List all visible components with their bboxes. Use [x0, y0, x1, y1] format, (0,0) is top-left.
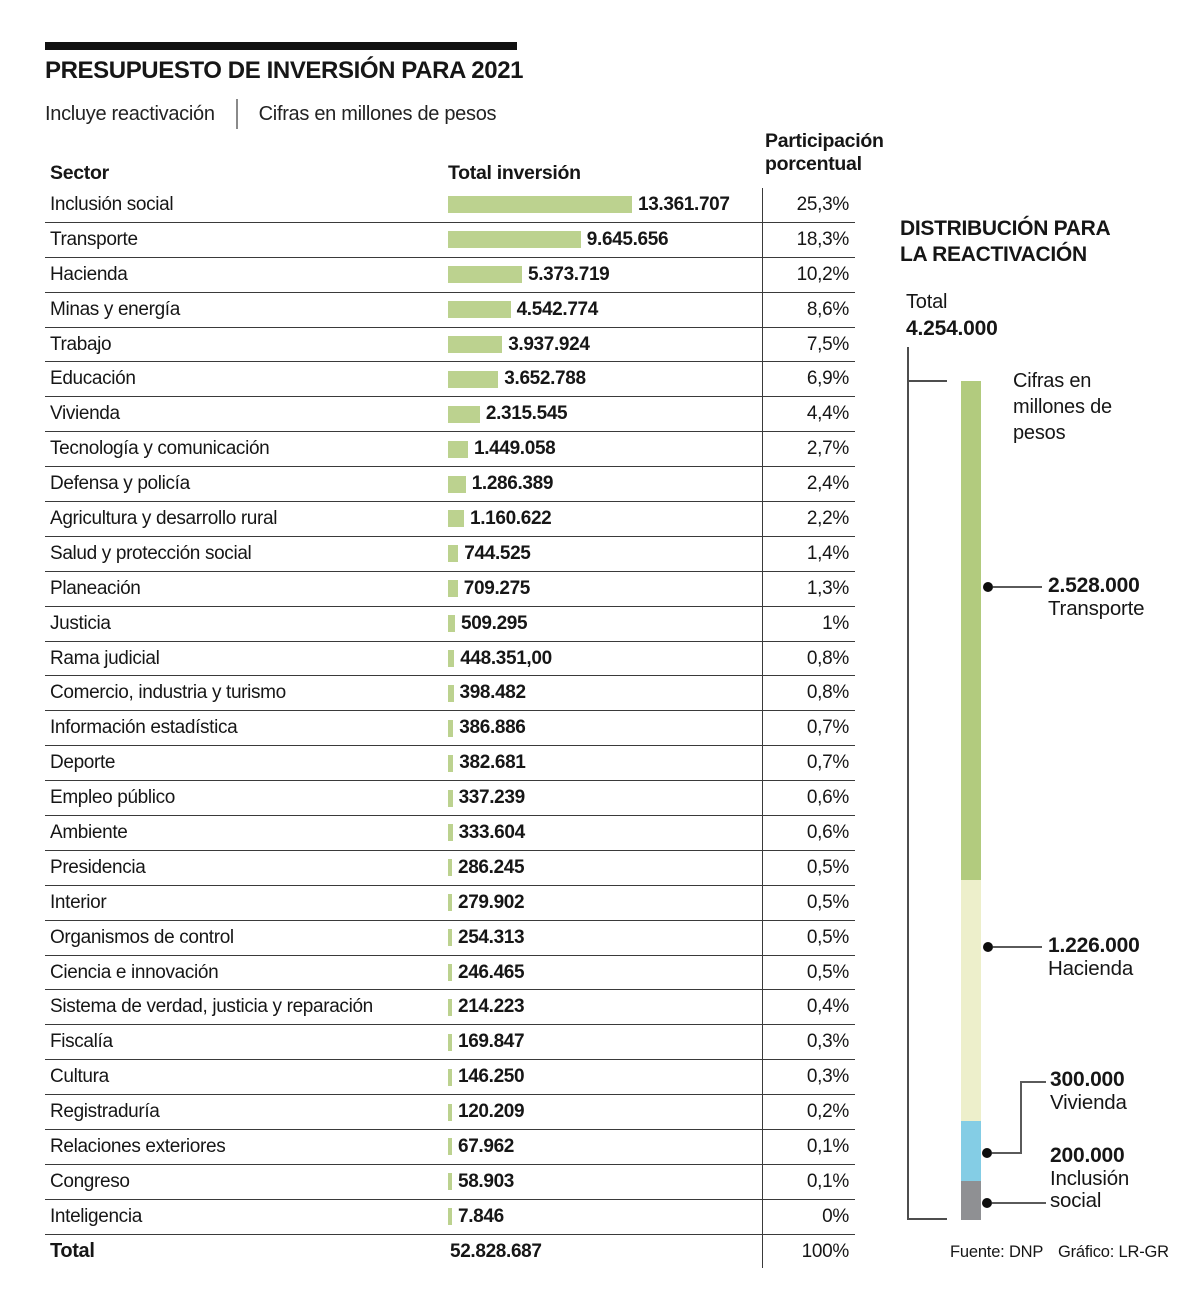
- investment-bar: [448, 406, 480, 423]
- table-total-row: [45, 1235, 855, 1268]
- investment-bar: [448, 1208, 452, 1225]
- participation-value: 0,4%: [762, 990, 855, 1024]
- participation-value: 7,5%: [762, 328, 855, 362]
- callout-name: Hacienda: [1048, 956, 1134, 980]
- table-row: [45, 1200, 855, 1235]
- bar-cell: [448, 473, 762, 495]
- investment-bar: [448, 301, 511, 318]
- bar-cell: [448, 927, 762, 949]
- table-row: [45, 328, 855, 363]
- callout-line-transporte: [993, 586, 1042, 588]
- bar-cell: [448, 578, 762, 600]
- table-row: [45, 397, 855, 432]
- table-row: [45, 990, 855, 1025]
- participation-value: 0,3%: [762, 1025, 855, 1059]
- participation-value: 0%: [762, 1200, 855, 1234]
- table-row: [45, 537, 855, 572]
- investment-value: 67.962: [458, 1135, 515, 1157]
- participation-value: 0,5%: [762, 956, 855, 990]
- bar-cell: [448, 508, 762, 530]
- investment-value: 709.275: [463, 577, 531, 599]
- investment-value: 286.245: [458, 856, 525, 878]
- callout-line-vivienda-vertical: [1020, 1081, 1022, 1154]
- bar-cell: [448, 334, 762, 356]
- participation-value: 2,7%: [762, 432, 855, 466]
- sector-label-ambiente: Ambiente: [50, 821, 128, 843]
- units-note: Cifras en millones de pesos: [1013, 370, 1112, 444]
- table-row: [45, 572, 855, 607]
- investment-bar: [448, 336, 502, 353]
- table-row: [45, 816, 855, 851]
- sector-label-inteligencia: Inteligencia: [50, 1205, 142, 1227]
- investment-value: 169.847: [458, 1031, 525, 1053]
- table-row: [45, 921, 855, 956]
- callout-dot-inclusion-social: [982, 1198, 992, 1208]
- subtitle-divider: [236, 99, 238, 129]
- subtitle: [45, 99, 496, 129]
- bar-cell: [448, 613, 762, 635]
- table-row: [45, 607, 855, 642]
- sector-label-cultura: Cultura: [50, 1066, 109, 1088]
- callout-line-vivienda-top: [1020, 1081, 1046, 1083]
- table-row: [45, 956, 855, 991]
- participation-value: 4,4%: [762, 397, 855, 431]
- callout-dot-hacienda: [983, 942, 993, 952]
- investment-bar: [448, 1138, 452, 1155]
- callout-line-vivienda-bottom: [992, 1152, 1022, 1154]
- investment-bar: [448, 266, 522, 283]
- total-bar-cell: [448, 1241, 762, 1263]
- page-title: PRESUPUESTO DE INVERSIÓN PARA 2021: [45, 57, 524, 84]
- table-row: [45, 676, 855, 711]
- table-row: [45, 886, 855, 921]
- investment-bar: [448, 231, 581, 248]
- callout-name: Vivienda: [1050, 1090, 1127, 1114]
- bar-cell: [448, 229, 762, 251]
- investment-bar: [448, 476, 466, 493]
- total-bracket-bottom-tick: [907, 1218, 947, 1220]
- table-row: [45, 223, 855, 258]
- participation-value: 2,4%: [762, 467, 855, 501]
- table-row: [45, 642, 855, 677]
- participation-value: 0,7%: [762, 746, 855, 780]
- table-row: [45, 746, 855, 781]
- sector-label-trabajo: Trabajo: [50, 333, 112, 355]
- callout-line-inclusion-social: [992, 1202, 1046, 1204]
- participation-value: 0,5%: [762, 851, 855, 885]
- sector-label-transporte: Transporte: [50, 228, 138, 250]
- callout-value: 200.000: [1050, 1144, 1125, 1167]
- investment-value: 509.295: [461, 612, 528, 634]
- participation-value: 18,3%: [762, 223, 855, 257]
- table-row: [45, 188, 855, 223]
- investment-value: 120.209: [458, 1101, 525, 1123]
- investment-bar: [448, 1104, 452, 1121]
- investment-value: 337.239: [458, 787, 525, 809]
- column-header-sector: Sector: [50, 162, 109, 184]
- investment-value: 214.223: [458, 996, 525, 1018]
- participation-value: 0,6%: [762, 816, 855, 850]
- investment-value: 5.373.719: [528, 263, 610, 285]
- table-row: [45, 1130, 855, 1165]
- callout-label-vivienda: [1050, 1068, 1127, 1114]
- investment-value: 4.542.774: [516, 298, 598, 320]
- investment-value: 146.250: [458, 1066, 525, 1088]
- reactivation-total-value: 4.254.000: [906, 317, 998, 340]
- investment-bar: [448, 685, 454, 702]
- callout-dot-vivienda: [982, 1148, 992, 1158]
- total-value: 52.828.687: [450, 1240, 542, 1262]
- investment-value: 398.482: [459, 682, 526, 704]
- investment-bar: [448, 824, 453, 841]
- participation-value: 0,1%: [762, 1130, 855, 1164]
- sector-label-deporte: Deporte: [50, 752, 116, 774]
- participation-value: 0,8%: [762, 676, 855, 710]
- participation-value: 1%: [762, 607, 855, 641]
- column-header-participation-line1: Participación: [765, 130, 884, 152]
- investment-value: 744.525: [464, 542, 531, 564]
- table-row: [45, 711, 855, 746]
- bar-cell: [448, 438, 762, 460]
- stack-segment-inclusion-social: [961, 1181, 981, 1220]
- sector-label-inclusion-social: Inclusión social: [50, 193, 174, 215]
- callout-label-inclusion-social: [1050, 1144, 1162, 1213]
- stack-segment-vivienda: [961, 1121, 981, 1180]
- title-accent-bar: [45, 42, 517, 50]
- sector-label-planeacion: Planeación: [50, 577, 141, 599]
- bar-cell: [448, 857, 762, 879]
- participation-value: 0,2%: [762, 1095, 855, 1129]
- subtitle-left: Incluye reactivación: [45, 102, 215, 125]
- sector-label-minas-y-energia: Minas y energía: [50, 298, 180, 320]
- participation-value: 2,2%: [762, 502, 855, 536]
- table-row: [45, 851, 855, 886]
- investment-value: 7.846: [458, 1205, 504, 1227]
- sector-label-sistema-de-verdad-justicia-y-reparacion: Sistema de verdad, justicia y reparación: [50, 996, 373, 1018]
- sector-label-organismos-de-control: Organismos de control: [50, 926, 234, 948]
- investment-value: 3.652.788: [504, 368, 586, 390]
- bar-cell: [448, 1066, 762, 1088]
- bar-cell: [448, 717, 762, 739]
- sector-label-hacienda: Hacienda: [50, 263, 128, 285]
- bar-cell: [448, 1206, 762, 1228]
- investment-bar: [448, 1069, 452, 1086]
- bar-cell: [448, 892, 762, 914]
- sector-label-presidencia: Presidencia: [50, 856, 146, 878]
- reactivation-stacked-bar: [961, 381, 981, 1220]
- investment-bar: [448, 545, 458, 562]
- bar-cell: [448, 299, 762, 321]
- sector-label-relaciones-exteriores: Relaciones exteriores: [50, 1135, 226, 1157]
- bar-cell: [448, 752, 762, 774]
- table-row: [45, 293, 855, 328]
- bar-cell: [448, 194, 762, 216]
- sector-label-interior: Interior: [50, 891, 107, 913]
- callout-name: Inclusión social: [1050, 1166, 1130, 1213]
- investment-value: 382.681: [459, 752, 526, 774]
- sector-label-agricultura-y-desarrollo-rural: Agricultura y desarrollo rural: [50, 507, 278, 529]
- bar-cell: [448, 1031, 762, 1053]
- total-bracket-vertical-line: [907, 347, 909, 1219]
- investment-bar: [448, 894, 452, 911]
- sector-label-congreso: Congreso: [50, 1170, 130, 1192]
- bar-cell: [448, 962, 762, 984]
- table-row: [45, 1165, 855, 1200]
- sector-label-vivienda: Vivienda: [50, 403, 120, 425]
- callout-value: 1.226.000: [1048, 934, 1140, 957]
- investment-bar: [448, 441, 468, 458]
- bar-cell: [448, 543, 762, 565]
- participation-value: 0,3%: [762, 1060, 855, 1094]
- bar-cell: [448, 403, 762, 425]
- participation-value: 0,6%: [762, 781, 855, 815]
- investment-bar: [448, 371, 498, 388]
- investment-bar: [448, 964, 452, 981]
- investment-bar: [448, 720, 453, 737]
- stack-segment-hacienda: [961, 880, 981, 1122]
- sector-label-rama-judicial: Rama judicial: [50, 647, 160, 669]
- total-participation: 100%: [762, 1235, 855, 1268]
- participation-value: 0,8%: [762, 642, 855, 676]
- callout-dot-transporte: [983, 582, 993, 592]
- table-row: [45, 1025, 855, 1060]
- investment-bar: [448, 999, 452, 1016]
- sector-label-empleo-publico: Empleo público: [50, 787, 176, 809]
- total-label: Total: [50, 1240, 95, 1262]
- investment-bar: [448, 650, 454, 667]
- graphic-credit: Gráfico: LR-GR: [1058, 1243, 1169, 1261]
- table-row: [45, 362, 855, 397]
- table-row: [45, 258, 855, 293]
- investment-value: 254.313: [458, 926, 525, 948]
- investment-value: 58.903: [458, 1170, 515, 1192]
- callout-label-transporte: [1048, 574, 1144, 620]
- investment-value: 333.604: [458, 821, 525, 843]
- table-row: [45, 781, 855, 816]
- bar-cell: [448, 1101, 762, 1123]
- callout-label-hacienda: [1048, 934, 1140, 980]
- investment-value: 2.315.545: [485, 403, 568, 425]
- investment-value: 1.286.389: [471, 473, 554, 495]
- table-row: [45, 1060, 855, 1095]
- participation-value: 6,9%: [762, 362, 855, 396]
- bar-cell: [448, 1136, 762, 1158]
- sector-label-defensa-y-policia: Defensa y policía: [50, 473, 190, 495]
- sector-label-comercio-industria-y-turismo: Comercio, industria y turismo: [50, 682, 286, 704]
- investment-bar: [448, 1173, 452, 1190]
- reactivation-title: DISTRIBUCIÓN PARA LA REACTIVACIÓN: [900, 217, 1110, 266]
- callout-name: Transporte: [1048, 596, 1145, 620]
- participation-value: 0,1%: [762, 1165, 855, 1199]
- investment-value: 1.449.058: [474, 438, 556, 460]
- investment-bar: [448, 790, 453, 807]
- stack-segment-transporte: [961, 381, 981, 880]
- table-row: [45, 1095, 855, 1130]
- investment-bar: [448, 510, 464, 527]
- bar-cell: [448, 822, 762, 844]
- bar-cell: [448, 996, 762, 1018]
- sector-label-educacion: Educación: [50, 368, 136, 390]
- table-row: [45, 502, 855, 537]
- investment-bar: [448, 615, 455, 632]
- participation-value: 10,2%: [762, 258, 855, 292]
- investment-value: 386.886: [459, 717, 526, 739]
- participation-value: 0,7%: [762, 711, 855, 745]
- source-credit: Fuente: DNP: [950, 1243, 1044, 1261]
- investment-value: 1.160.622: [470, 507, 552, 529]
- participation-value: 0,5%: [762, 921, 855, 955]
- callout-value: 2.528.000: [1048, 574, 1140, 597]
- participation-value: 0,5%: [762, 886, 855, 920]
- column-header-investment: Total inversión: [448, 162, 581, 184]
- participation-value: 25,3%: [762, 188, 855, 222]
- participation-value: 1,4%: [762, 537, 855, 571]
- total-bracket-top-tick: [907, 380, 947, 382]
- sector-label-fiscalia: Fiscalía: [50, 1031, 113, 1053]
- sector-rows: [45, 188, 855, 1235]
- investment-value: 13.361.707: [638, 193, 730, 215]
- participation-value: 1,3%: [762, 572, 855, 606]
- bar-cell: [448, 264, 762, 286]
- sector-label-justicia: Justicia: [50, 612, 111, 634]
- sector-label-ciencia-e-innovacion: Ciencia e innovación: [50, 961, 219, 983]
- table-header: [45, 128, 915, 188]
- investment-value: 448.351,00: [460, 647, 552, 669]
- sector-label-informacion-estadistica: Información estadística: [50, 717, 238, 739]
- bar-cell: [448, 648, 762, 670]
- table-total-container: [45, 1235, 855, 1268]
- callout-value: 300.000: [1050, 1068, 1125, 1091]
- table-row: [45, 432, 855, 467]
- investment-bar: [448, 859, 452, 876]
- subtitle-right: Cifras en millones de pesos: [258, 102, 497, 125]
- investment-value: 3.937.924: [508, 333, 590, 355]
- investment-bar: [448, 755, 453, 772]
- bar-cell: [448, 787, 762, 809]
- sector-label-salud-y-proteccion-social: Salud y protección social: [50, 542, 252, 564]
- participation-value: 8,6%: [762, 293, 855, 327]
- investment-bar: [448, 196, 632, 213]
- column-header-participation: [765, 130, 884, 177]
- investment-value: 9.645.656: [586, 228, 669, 250]
- investment-value: 279.902: [458, 891, 525, 913]
- sector-label-tecnologia-y-comunicacion: Tecnología y comunicación: [50, 438, 270, 460]
- sector-label-registraduria: Registraduría: [50, 1101, 160, 1123]
- column-header-participation-line2: porcentual: [765, 153, 862, 176]
- investment-value: 246.465: [458, 961, 525, 983]
- bar-cell: [448, 368, 762, 390]
- reactivation-total-label: Total: [906, 291, 948, 313]
- callout-line-hacienda: [993, 946, 1042, 948]
- investment-bar: [448, 929, 452, 946]
- investment-bar: [448, 1034, 452, 1051]
- bar-cell: [448, 1171, 762, 1193]
- bar-cell: [448, 682, 762, 704]
- investment-bar: [448, 580, 458, 597]
- table-row: [45, 467, 855, 502]
